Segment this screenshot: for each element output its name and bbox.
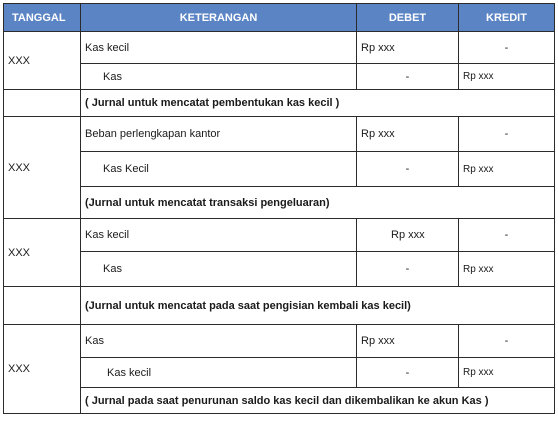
- credit-amount: Rp xxx: [459, 252, 555, 287]
- credit-account: Kas: [81, 252, 357, 287]
- entry-date: XXX: [4, 117, 81, 219]
- entry-date: XXX: [4, 32, 81, 90]
- journal-note: ( Jurnal pada saat penurunan saldo kas kecil dan dikembalikan ke akun Kas ): [81, 388, 555, 414]
- credit-account: Kas: [81, 64, 357, 90]
- empty-credit: -: [459, 32, 555, 64]
- credit-account: Kas Kecil: [81, 152, 357, 187]
- table-row: [4, 252, 555, 287]
- table-row: [4, 90, 555, 117]
- credit-amount: Rp xxx: [459, 64, 555, 90]
- header-keterangan: KETERANGAN: [81, 4, 357, 32]
- journal-note: (Jurnal untuk mencatat transaksi pengeluaran): [81, 187, 555, 219]
- empty-date-cell: [4, 90, 81, 117]
- credit-account: Kas kecil: [81, 358, 357, 388]
- table-row: [4, 219, 555, 252]
- table-row: [4, 358, 555, 388]
- credit-amount: Rp xxx: [459, 358, 555, 388]
- journal-table: [3, 3, 555, 414]
- table-row: [4, 117, 555, 152]
- debit-account: Kas: [81, 325, 357, 358]
- table-row: [4, 325, 555, 358]
- table-row: [4, 187, 555, 219]
- table-row: [4, 388, 555, 414]
- table-row: [4, 152, 555, 187]
- empty-date-cell: [4, 287, 81, 325]
- debit-account: Kas kecil: [81, 219, 357, 252]
- journal-note: (Jurnal untuk mencatat pada saat pengisian kembali kas kecil): [81, 287, 555, 325]
- entry-date: XXX: [4, 325, 81, 414]
- debit-amount: Rp xxx: [357, 117, 459, 152]
- empty-debit: -: [357, 64, 459, 90]
- header-row: [4, 4, 555, 32]
- header-tanggal: TANGGAL: [4, 4, 81, 32]
- empty-debit: -: [357, 358, 459, 388]
- empty-debit: -: [357, 252, 459, 287]
- header-debet: DEBET: [357, 4, 459, 32]
- table-row: [4, 64, 555, 90]
- table-row: [4, 32, 555, 64]
- debit-amount: Rp xxx: [357, 32, 459, 64]
- empty-credit: -: [459, 325, 555, 358]
- empty-credit: -: [459, 117, 555, 152]
- table-row: [4, 287, 555, 325]
- credit-amount: Rp xxx: [459, 152, 555, 187]
- empty-credit: -: [459, 219, 555, 252]
- debit-account: Kas kecil: [81, 32, 357, 64]
- empty-debit: -: [357, 152, 459, 187]
- debit-amount: Rp xxx: [357, 325, 459, 358]
- debit-account: Beban perlengkapan kantor: [81, 117, 357, 152]
- journal-note: ( Jurnal untuk mencatat pembentukan kas kecil ): [81, 90, 555, 117]
- debit-amount: Rp xxx: [357, 219, 459, 252]
- entry-date: XXX: [4, 219, 81, 287]
- header-kredit: KREDIT: [459, 4, 555, 32]
